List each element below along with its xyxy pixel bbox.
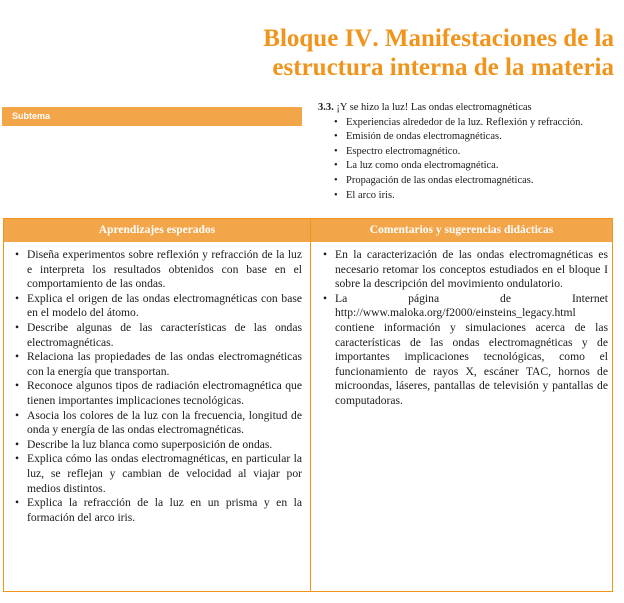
- subtema-item: • El arco iris.: [334, 189, 618, 204]
- aprendizajes-column: [14, 248, 302, 525]
- subtema-item: • Experiencias alrededor de la luz. Reflexión y refracción.: [334, 116, 618, 131]
- aprendizaje-item: • Describe la luz blanca como superposición de ondas.: [14, 438, 302, 453]
- aprendizaje-item: • Explica la refracción de la luz en un prisma y en la formación del arco iris.: [14, 496, 302, 525]
- aprendizaje-item: • Explica el origen de las ondas electromagnéticas con base en el modelo del átomo.: [14, 292, 302, 321]
- subtema-item: • Emisión de ondas electromagnéticas.: [334, 130, 618, 145]
- aprendizaje-item: • Diseña experimentos sobre reflexión y refracción de la luz e interpreta los resultados obtenidos con base en el comportamiento de las ondas.: [14, 248, 302, 292]
- subtema-heading: [318, 101, 618, 116]
- comentarios-list: [322, 248, 608, 409]
- subtema-item: • La luz como onda electromagnética.: [334, 159, 618, 174]
- aprendizaje-item: • Relaciona las propiedades de las ondas electromagnéticas con la energía que transportan.: [14, 350, 302, 379]
- subtema-item: • Espectro electromagnético.: [334, 145, 618, 160]
- bloque-roman-numeral: I: [604, 262, 608, 276]
- comentario-text: , hornos de microondas, láseres, pantallas de televisión y pantallas de computadoras.: [335, 364, 608, 407]
- comentario-item: [322, 248, 608, 292]
- title-roman-numeral: IV: [344, 25, 373, 52]
- comentarios-column: [322, 248, 608, 409]
- aprendizaje-item: • Explica cómo las ondas electromagnéticas, en particular la luz, se reflejan y cambian de velocidad al viajar por medios distintos.: [14, 452, 302, 496]
- title-suffix: . Manifestaciones de la: [372, 25, 614, 52]
- comentario-text: La página de Internet http://www.maloka.org/f2000/einsteins_legacy.html contiene información y simulaciones acerca de las características de las ondas electromagnéticas y de importantes implicaciones tecnológicas, como el funcionamiento de rayos X, escáner: [335, 291, 608, 378]
- tac-abbreviation: TAC: [525, 364, 549, 378]
- subtema-bar: [2, 107, 302, 126]
- content-table: [3, 218, 613, 592]
- subtema-label: Subtema: [12, 111, 51, 121]
- aprendizaje-item: • Asocia los colores de la luz con la frecuencia, longitud de onda y energía de las ondas electromagnéticas.: [14, 409, 302, 438]
- subtema-list: [318, 116, 618, 204]
- comentarios-header: Comentarios y sugerencias didácticas: [311, 219, 612, 242]
- subtema-item: • Propagación de las ondas electromagnéticas.: [334, 174, 618, 189]
- subtema-number: 3.3.: [318, 102, 334, 113]
- title-line-1: [194, 24, 614, 53]
- title-prefix: Bloque: [263, 25, 345, 52]
- column-divider: [310, 219, 311, 591]
- comentario-text: En la caracterización de las ondas electromagnéticas es necesario retomar los conceptos estudiados en el bloque: [335, 248, 608, 276]
- subtema-title: ¡Y se hizo la luz! Las ondas electromagnéticas: [336, 102, 532, 113]
- aprendizajes-list: [14, 248, 302, 525]
- subtema-content: [318, 101, 618, 203]
- aprendizajes-header: Aprendizajes esperados: [4, 219, 310, 242]
- title-line-2: estructura interna de la materia: [272, 54, 614, 81]
- comentario-item: [322, 292, 608, 409]
- page-title: [194, 24, 614, 82]
- aprendizaje-item: • Reconoce algunos tipos de radiación electromagnética que tienen importantes implicaciones tecnológicas.: [14, 379, 302, 408]
- aprendizaje-item: • Describe algunas de las características de las ondas electromagnéticas.: [14, 321, 302, 350]
- comentario-text: sobre la descripción del movimiento ondulatorio.: [335, 277, 563, 291]
